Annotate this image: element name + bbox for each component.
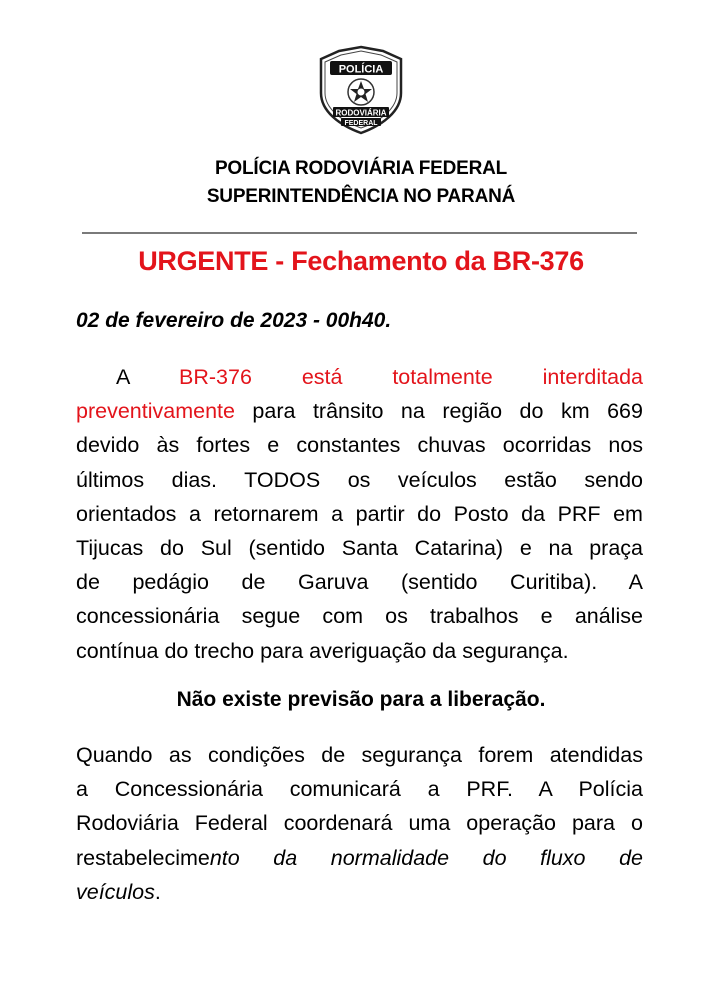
word: com [322, 604, 363, 629]
word: (sentido [248, 535, 326, 560]
word: Posto [453, 501, 509, 526]
word: pedágio [132, 570, 209, 595]
word: às [156, 433, 180, 458]
word: do [417, 501, 442, 526]
word: PRF. [466, 777, 513, 802]
word: Tijucas [76, 535, 144, 560]
text-line [76, 738, 643, 772]
word: dias. [171, 467, 218, 492]
svg-text:RODOVIÁRIA: RODOVIÁRIA [335, 108, 387, 118]
word: preventivamente [76, 399, 235, 424]
word: Santa [341, 535, 398, 560]
word: fortes [196, 433, 251, 458]
word: Sul [200, 535, 232, 560]
word: e [267, 433, 280, 458]
word: atendidas [549, 743, 643, 767]
word: do [519, 399, 544, 424]
word: orientados [76, 501, 177, 526]
text-line [76, 841, 643, 875]
word: uma [408, 811, 451, 836]
word: Polícia [578, 777, 643, 802]
text-line [76, 599, 643, 633]
word: totalmente [392, 365, 493, 389]
word: da [432, 638, 457, 663]
word: de [241, 570, 266, 595]
word: praça [589, 535, 643, 560]
word: do [164, 638, 189, 663]
date-line: 02 de fevereiro de 2023 - 00h40. [76, 309, 392, 332]
text-line [76, 875, 643, 909]
word: as [168, 743, 192, 767]
word: concessionária [76, 604, 220, 629]
word: sendo [584, 467, 643, 492]
word: do [160, 535, 184, 560]
word: do [482, 845, 507, 870]
text-line [76, 497, 643, 531]
word: na [400, 399, 425, 424]
word: BR-376 [179, 365, 252, 389]
word: análise [574, 604, 643, 629]
word: para [252, 399, 296, 424]
word: ocorridas [502, 433, 592, 458]
word: condições [208, 743, 305, 767]
word: fluxo [540, 845, 586, 870]
svg-text:POLÍCIA: POLÍCIA [338, 63, 384, 76]
word: de [321, 743, 346, 767]
word: últimos [76, 467, 145, 492]
word: para [571, 811, 615, 836]
text-line [76, 360, 643, 394]
word: de [619, 845, 643, 870]
text-line [76, 394, 643, 428]
text-line [76, 463, 643, 497]
word: TODOS [244, 467, 321, 492]
word: constantes [296, 433, 401, 458]
word: 669 [607, 399, 643, 424]
word: segurança. [462, 638, 569, 663]
word: trabalhos [430, 604, 519, 629]
text-line [76, 428, 643, 462]
header-line-1: POLÍCIA RODOVIÁRIA FEDERAL [214, 158, 508, 179]
text-line [76, 806, 643, 840]
word: Concessionária [114, 777, 263, 802]
notice-text: Não existe previsão para a liberação. [176, 688, 546, 711]
word: e [519, 535, 532, 560]
word: contínua [76, 638, 159, 663]
word: coordenará [283, 811, 393, 836]
page-title: URGENTE - Fechamento da BR-376 [138, 246, 584, 276]
paragraph-2 [76, 738, 643, 909]
word: Rodoviária [76, 811, 179, 836]
word: A [116, 365, 130, 389]
word: restabelecime [76, 845, 210, 870]
word: km [560, 399, 590, 424]
word: partir [355, 501, 405, 526]
word: A [538, 777, 552, 802]
header-line-2: SUPERINTENDÊNCIA NO PARANÁ [206, 186, 516, 207]
text-line [76, 531, 643, 565]
text-line [76, 634, 643, 668]
word: trecho [194, 638, 255, 663]
word: na [548, 535, 573, 560]
word: (sentido [401, 570, 478, 595]
text-line [76, 772, 643, 806]
word: Garuva [297, 570, 369, 595]
word: operação [466, 811, 556, 836]
word: da [521, 501, 546, 526]
word: os [347, 467, 371, 492]
word: a [331, 501, 344, 526]
word: trânsito [312, 399, 384, 424]
word: de [76, 570, 100, 595]
paragraph-1 [76, 360, 643, 668]
word: A [628, 570, 643, 595]
word: da [273, 845, 298, 870]
word: comunicará [289, 777, 401, 802]
word: nos [608, 433, 644, 458]
word: averiguação [309, 638, 427, 663]
word: os [385, 604, 408, 629]
word: segue [241, 604, 301, 629]
word: o [631, 811, 643, 836]
divider [82, 232, 637, 234]
word: a [76, 777, 88, 802]
word: . [154, 879, 161, 904]
text-line [76, 565, 643, 599]
svg-text:FEDERAL: FEDERAL [344, 120, 378, 127]
word: PRF [557, 501, 601, 526]
word: interditada [542, 365, 644, 389]
word: veículos [76, 879, 155, 904]
word: Curitiba). [510, 570, 598, 595]
word: Quando [76, 743, 153, 767]
word: nto [209, 845, 240, 870]
word: Catarina) [414, 535, 504, 560]
word: e [540, 604, 553, 629]
word: está [301, 365, 343, 389]
word: forem [478, 743, 534, 767]
word: retornarem [213, 501, 319, 526]
word: segurança [361, 743, 462, 767]
word: a [427, 777, 440, 802]
word: para [260, 638, 304, 663]
word: chuvas [417, 433, 486, 458]
word: devido [76, 433, 140, 458]
word: estão [504, 467, 557, 492]
word: veículos [397, 467, 477, 492]
word: em [613, 501, 643, 526]
word: a [188, 501, 201, 526]
prf-badge-logo [313, 45, 409, 135]
word: região [442, 399, 503, 424]
word: Federal [194, 811, 268, 836]
word: normalidade [330, 845, 450, 870]
